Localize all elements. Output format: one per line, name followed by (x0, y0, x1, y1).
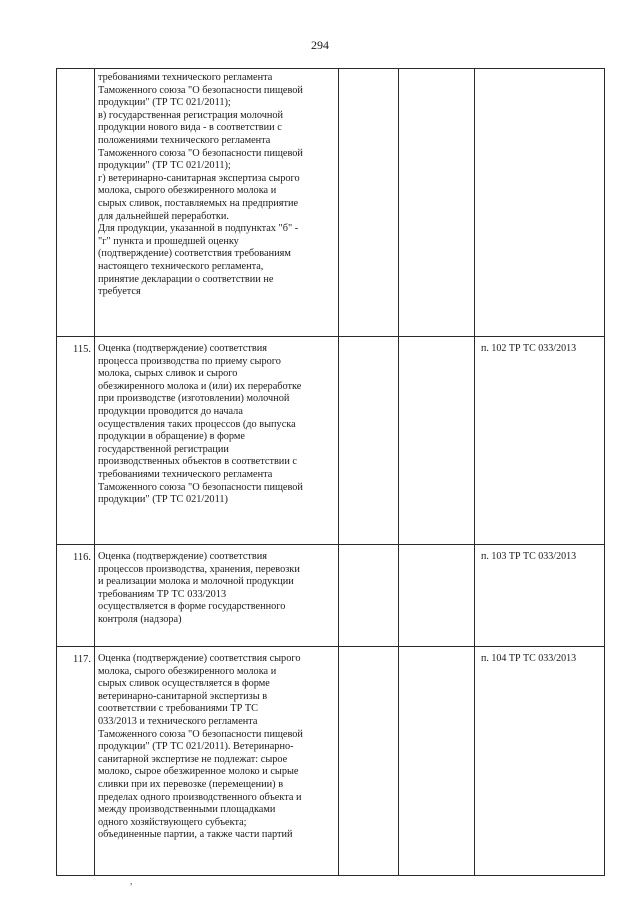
text-line: продукции" (ТР ТС 021/2011); (98, 97, 231, 109)
text-line: и реализации молока и молочной продукции (98, 576, 294, 588)
text-line: Таможенного союза "О безопасности пищевой (98, 84, 303, 96)
row-number (57, 69, 95, 337)
text-line: Оценка (подтверждение) соответствия (98, 551, 267, 562)
text-line: требованиями технического регламента (98, 72, 273, 83)
requirement-text (95, 337, 339, 545)
table-row (57, 545, 605, 647)
text-line: соответствии с требованиями ТР ТС (98, 703, 259, 715)
text-line: контроля (надзора) (98, 613, 182, 625)
text-line: при производстве (изготовлении) молочной (98, 393, 290, 405)
text-line: осуществления таких процессов (до выпуска (98, 418, 296, 430)
text-line: настоящего технического регламента, (98, 260, 264, 272)
text-line: объединенные партии, а также части партий (98, 829, 293, 841)
text-line: между производственными площадками (98, 804, 276, 816)
empty-cell (399, 647, 475, 876)
text-line: "г" пункта и прошедшей оценку (98, 235, 239, 247)
text-line: г) ветеринарно-санитарная экспертиза сырого (98, 172, 300, 184)
text-line: продукции" (ТР ТС 021/2011) (98, 494, 228, 506)
text-line: сырых сливок осуществляется в форме (98, 678, 270, 690)
page-number: 294 (311, 38, 329, 52)
text-line: одного хозяйствующего субъекта; (98, 816, 247, 828)
text-line: для дальнейшей переработки. (98, 210, 229, 222)
scan-mark: , (130, 876, 133, 886)
text-line: ветеринарно-санитарной экспертизы в (98, 690, 268, 702)
text-line: требованиям ТР ТС 033/2013 (98, 588, 227, 600)
text-line: продукции" (ТР ТС 021/2011); (98, 160, 231, 172)
regulation-table (56, 68, 605, 876)
text-line: осуществляется в форме государственного (98, 601, 286, 613)
table-row (57, 337, 605, 545)
text-line: требуется (98, 286, 141, 298)
empty-cell (339, 545, 399, 647)
text-line: пределах одного производственного объекта и (98, 791, 302, 803)
table-row (57, 647, 605, 876)
text-line: продукции проводится до начала (98, 405, 243, 417)
regulation-reference: п. 103 ТР ТС 033/2013 (475, 545, 605, 647)
empty-cell (339, 647, 399, 876)
text-line: принятие декларации о соответствии не (98, 273, 274, 285)
text-line: Таможенного союза "О безопасности пищевой (98, 147, 303, 159)
table-row (57, 69, 605, 337)
text-line: Оценка (подтверждение) соответствия сырого (98, 653, 301, 664)
text-line: государственной регистрации (98, 443, 229, 455)
text-line: молока, сырого обезжиренного молока и (98, 185, 277, 197)
text-line: требованиями технического регламента (98, 468, 273, 480)
text-line: 033/2013 и технического регламента (98, 715, 258, 727)
requirement-text (95, 647, 339, 876)
regulation-reference: п. 102 ТР ТС 033/2013 (475, 337, 605, 545)
row-number: 117. (57, 647, 95, 876)
row-number: 115. (57, 337, 95, 545)
text-line: продукции в обращение) в форме (98, 431, 245, 443)
text-line: Оценка (подтверждение) соответствия (98, 343, 267, 354)
text-line: Для продукции, указанной в подпунктах "б" - (98, 223, 299, 235)
text-line: продукции нового вида - в соответствии с (98, 122, 282, 134)
regulation-reference: п. 104 ТР ТС 033/2013 (475, 647, 605, 876)
text-line: в) государственная регистрация молочной (98, 109, 284, 121)
text-line: молоко, сырое обезжиренное молоко и сырые (98, 766, 299, 778)
requirement-text (95, 545, 339, 647)
requirement-text (95, 69, 339, 337)
text-line: продукции" (ТР ТС 021/2011). Ветеринарно- (98, 741, 294, 753)
text-line: Таможенного союза "О безопасности пищевой (98, 481, 303, 493)
empty-cell (399, 337, 475, 545)
text-line: молока, сырого обезжиренного молока и (98, 665, 277, 677)
text-line: производственных объектов в соответствии с (98, 456, 297, 468)
text-line: сливки при их перевозке (перемещении) в (98, 778, 284, 790)
text-line: обезжиренного молока и (или) их переработке (98, 380, 302, 392)
text-line: процессов производства, хранения, перевозки (98, 563, 300, 575)
text-line: процесса производства по приему сырого (98, 355, 281, 367)
text-line: Таможенного союза "О безопасности пищевой (98, 728, 303, 740)
text-line: сырых сливок, поставляемых на предприятие (98, 197, 299, 209)
text-line: (подтверждение) соответствия требованиям (98, 248, 291, 260)
empty-cell (339, 69, 399, 337)
empty-cell (339, 337, 399, 545)
regulation-reference (475, 69, 605, 337)
empty-cell (399, 545, 475, 647)
text-line: санитарной экспертизе не подлежат: сырое (98, 753, 288, 765)
empty-cell (399, 69, 475, 337)
row-number: 116. (57, 545, 95, 647)
text-line: молока, сырых сливок и сырого (98, 368, 238, 380)
text-line: положениями технического регламента (98, 134, 271, 146)
